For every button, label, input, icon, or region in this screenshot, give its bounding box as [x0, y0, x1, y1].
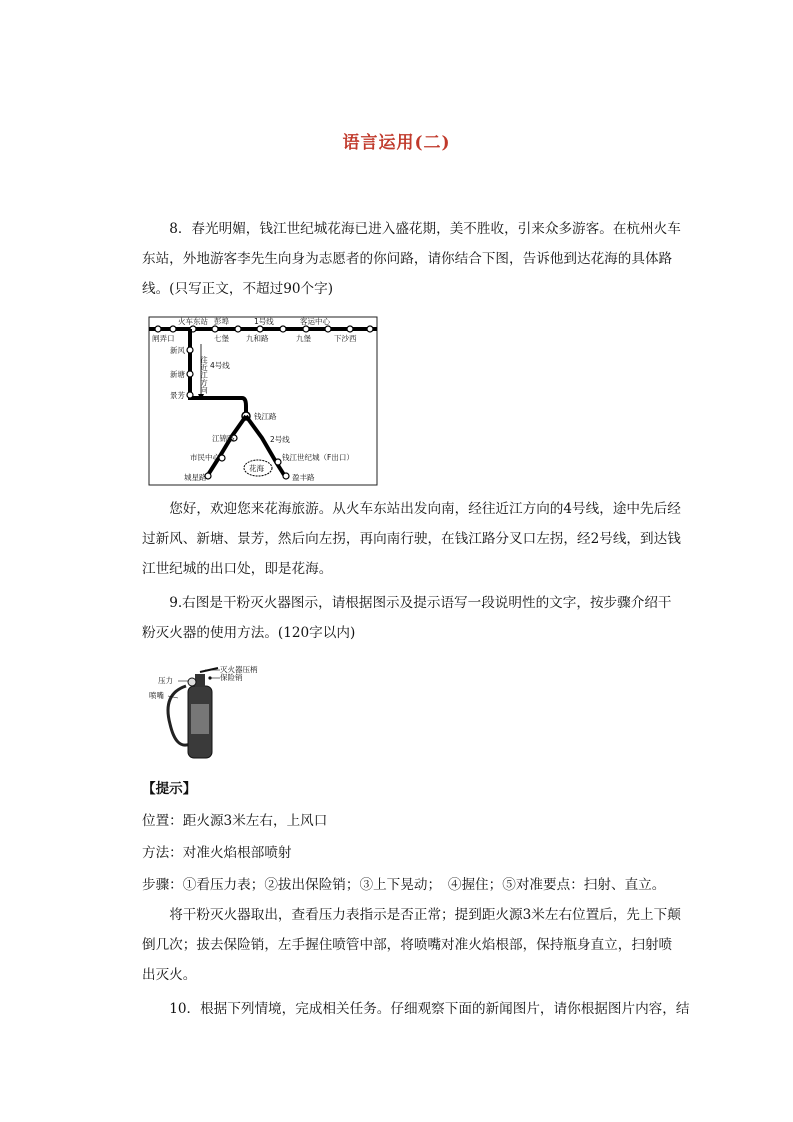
line-label: 2号线 [270, 435, 290, 444]
flower-sea-label: 花海 [249, 464, 264, 473]
q8-question: 8．春光明媚，钱江世纪城花海已进入盛花期，美不胜收，引来众多游客。在杭州火车东站，外地游客李先生向身为志愿者的你问路，请你结合下图，告诉他到达花海的具体路线。(只写正文，不超过90个字) [142, 221, 681, 297]
handle-label: 灭火器压柄 [220, 665, 258, 674]
extinguisher-label [191, 704, 209, 734]
line-label: 1号线 [254, 317, 274, 326]
metro-map-figure [148, 316, 378, 486]
q9-question: 9.右图是干粉灭火器图示，请根据图示及提示语写一段说明性的文字，按步骤介绍干粉灭火器的使用方法。(120字以内) [142, 595, 672, 641]
station-label: 景芳 [170, 391, 185, 400]
hint-steps: 步骤：①看压力表；②拔出保险销；③上下晃动； ④握住；⑤对准要点：扫射、直立。 [142, 877, 666, 893]
q10-question: 10．根据下列情境，完成相关任务。仔细观察下面的新闻图片，请你根据图片内容，结 [169, 1001, 690, 1017]
station-label: 钱江路 [254, 412, 277, 421]
station-label: 闸弄口 [152, 334, 175, 343]
station-label: 七堡 [214, 334, 229, 343]
gauge-icon [188, 678, 196, 686]
hint-method: 方法：对准火焰根部喷射 [142, 845, 292, 861]
station-label: 火车东站 [178, 317, 208, 326]
pin-label: 保险销 [220, 673, 243, 682]
station-label: 盈丰路 [292, 473, 315, 482]
station-label: 彭埠 [214, 317, 229, 326]
line-label: 4号线 [210, 361, 230, 370]
page-title: 语言运用(二) [342, 133, 451, 153]
station-label: 江锦路 [212, 434, 235, 443]
extinguisher-figure [148, 664, 260, 762]
station-label: 客运中心 [300, 317, 330, 326]
station-label: 城星路 [184, 473, 207, 482]
direction-label: 往近江方向 [199, 356, 209, 394]
q8-answer: 您好，欢迎您来花海旅游。从火车东站出发向南，经往近江方向的4号线，途中先后经过新风、新塘、景芳，然后向左拐，再向南行驶，在钱江路分叉口左拐，经2号线，到达钱江世纪城的出口处，即是花海。 [142, 501, 681, 577]
gauge-label: 压力 [158, 676, 173, 685]
valve [195, 674, 205, 687]
station-label: 市民中心 [190, 453, 220, 462]
q9-answer: 将干粉灭火器取出，查看压力表指示是否正常；提到距火源3米左右位置后，先上下颠倒几次；拔去保险销，左手握住喷管中部，将喷嘴对准火焰根部，保持瓶身直立，扫射喷出灭火。 [142, 907, 681, 983]
station-label: 新风 [170, 346, 185, 355]
station-label: 九堡 [296, 334, 311, 343]
station-label: 钱江世纪城（F出口） [282, 453, 354, 462]
hint-header: 【提示】 [142, 781, 197, 797]
station-label: 下沙西 [334, 334, 357, 343]
station-label: 新塘 [170, 370, 185, 379]
station-label: 九和路 [246, 334, 269, 343]
hint-position: 位置：距火源3米左右，上风口 [142, 813, 328, 829]
nozzle-label: 喷嘴 [149, 691, 164, 700]
hose [168, 686, 190, 745]
